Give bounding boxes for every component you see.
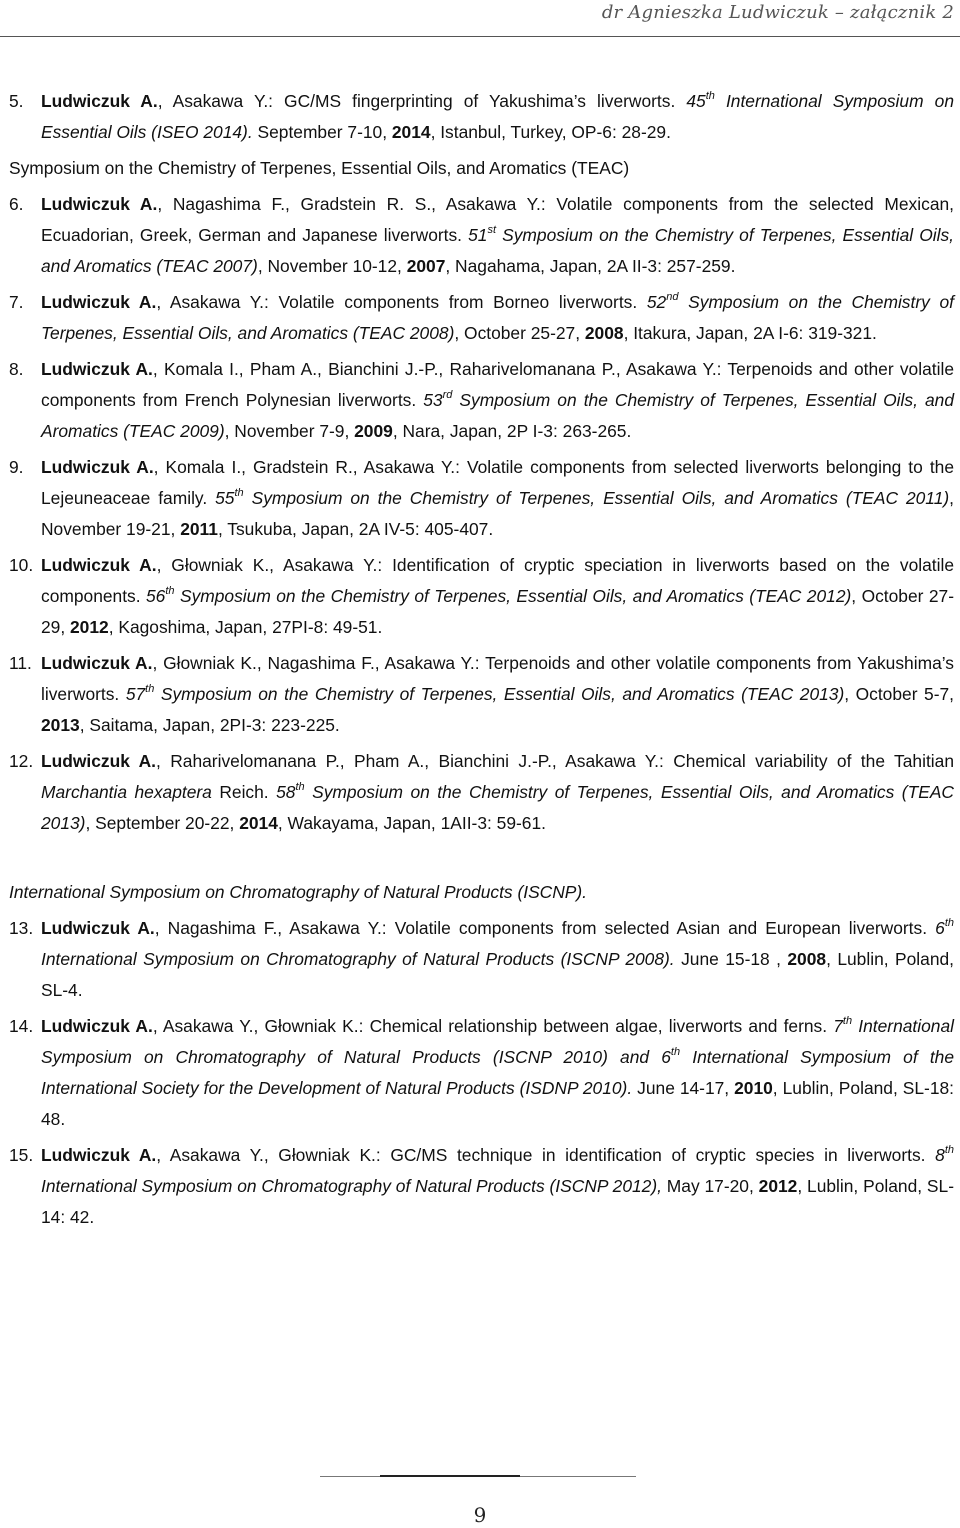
authors: , Asakawa Y., Głowniak K.: Chemical relationship between algae, liverworts and ferns. [152,1016,834,1036]
authors: , Asakawa Y., Głowniak K.: GC/MS technique in identification of cryptic species in liverworts. [156,1145,936,1165]
conference-ordinal: 45 [686,91,706,111]
conference-location: , Itakura, Japan, 2A I-6: 319-321. [623,323,877,343]
author-highlight: Ludwiczuk A. [41,292,157,312]
ordinal-suffix: th [165,585,175,597]
reference-entry [9,287,954,349]
conference-title: International Symposium on Chromatography of Natural Products (ISCNP 2008). [41,949,675,969]
authors: , Komala I., Gradstein R., Asakawa Y.: Volatile components from selected liverworts belonging to the Lejeuneaceae family. [41,457,955,508]
reference-entry [9,746,954,839]
header-divider [0,36,960,37]
reference-entry [9,86,954,148]
conference-year: 2010 [734,1078,773,1098]
author-highlight: Ludwiczuk A. [41,751,157,771]
reference-entry [9,648,954,741]
species-name: Marchantia hexaptera [41,782,212,802]
entry-number: 9. [9,457,24,477]
entry-text [41,550,954,643]
conference-year: 2012 [70,617,109,637]
author-highlight: Ludwiczuk A. [41,1016,153,1036]
authors: , Nagashima F., Asakawa Y.: Volatile components from selected Asian and European liverworts. [154,918,936,938]
author-highlight: Ludwiczuk A. [41,91,158,111]
conference-year: 2007 [406,256,446,276]
author-highlight: Ludwiczuk A. [41,555,157,575]
entry-number: 7. [9,292,24,312]
author-highlight: Ludwiczuk A. [41,359,153,379]
conference-title: Symposium on the Chemistry of Terpenes, Essential Oils, and Aromatics (TEAC 2012) [174,586,852,606]
conference-date: , October 5-7, [844,684,954,704]
entry-text [41,913,954,1006]
conference-date: , September 20-22, [85,813,240,833]
conference-ordinal: 55 [215,488,235,508]
entry-text [41,287,954,349]
conference-ordinal: 58 [276,782,296,802]
conference-year: 2008 [584,323,624,343]
entry-number: 11. [9,653,32,673]
ordinal-suffix: th [234,487,244,499]
conference-date: , November 19-21, [41,488,954,539]
authors: , Nagashima F., Gradstein R. S., Asakawa Y.: Volatile components from the selected Mexican, Ecuadorian, Greek, German and Japanese liverworts. [41,194,954,245]
conference-date: , November 10-12, [257,256,407,276]
reference-entry [9,452,954,545]
reference-entry [9,550,954,643]
conference-ordinal: 56 [146,586,166,606]
entry-number: 13. [9,918,34,938]
ordinal-suffix-2: th [670,1046,681,1058]
entry-text [41,189,954,282]
authors: , Asakawa Y.: GC/MS fingerprinting of Yakushima’s liverworts. [157,91,687,111]
conference-date: May 17-20, [661,1176,759,1196]
ordinal-suffix: nd [666,291,679,303]
conference-date: June 14-17, [632,1078,735,1098]
page-header: dr Agnieszka Ludwiczuk – załącznik 2 [601,2,954,23]
author-highlight: Ludwiczuk A. [41,457,154,477]
ordinal-suffix: th [295,781,305,793]
conference-ordinal: 51 [468,225,488,245]
conference-year: 2011 [180,519,218,539]
conference-title: Symposium on the Chemistry of Terpenes, Essential Oils, and Aromatics (TEAC 2013) [41,782,954,833]
species-authority: Reich. [211,782,277,802]
reference-entry [9,189,954,282]
reference-entry [9,913,954,1006]
ordinal-suffix: rd [442,389,453,401]
conference-ordinal: 6 [935,918,945,938]
conference-year: 2009 [354,421,393,441]
conference-title: International Symposium on Chromatography of Natural Products (ISCNP 2010) and 6 [41,1016,954,1067]
authors: , Raharivelomanana P., Pham A., Bianchini J.-P., Asakawa Y.: Chemical variability of the Tahitian [156,751,954,771]
conference-title: Symposium on the Chemistry of Terpenes, Essential Oils, and Aromatics (TEAC 2011) [243,488,950,508]
authors: , Głowniak K., Asakawa Y.: Identification of cryptic speciation in liverworts based on the volatile components. [41,555,955,606]
conference-location: , Kagoshima, Japan, 27PI-8: 49-51. [108,617,383,637]
conference-ordinal: 52 [646,292,667,312]
conference-title: Symposium on the Chemistry of Terpenes, Essential Oils, and Aromatics (TEAC 2009) [41,390,954,441]
conference-title: Symposium on the Chemistry of Terpenes, Essential Oils, and Aromatics (TEAC 2008) [41,292,955,343]
reference-entry [9,1140,954,1233]
entries-list-iscnp [9,913,954,1233]
conference-title: Symposium on the Chemistry of Terpenes, Essential Oils, and Aromatics (TEAC 2013) [154,684,845,704]
entry-number: 8. [9,359,24,379]
entry-number: 6. [9,194,24,214]
author-highlight: Ludwiczuk A. [41,918,155,938]
conference-location: , Lublin, Poland, SL-14: 42. [41,1176,954,1227]
section-heading-iscnp: International Symposium on Chromatography of Natural Products (ISCNP). [9,882,588,902]
conference-title: International Symposium on Essential Oils (ISEO 2014). [41,91,954,142]
page-number: 9 [473,1503,487,1527]
entry-text [41,1140,954,1233]
author-highlight: Ludwiczuk A. [41,653,153,673]
entries-list-teac [9,189,954,839]
conference-location: , Saitama, Japan, 2PI-3: 223-225. [79,715,340,735]
ordinal-suffix: th [944,917,954,929]
conference-date: , November 7-9, [224,421,355,441]
conference-title: Symposium on the Chemistry of Terpenes, Essential Oils, and Aromatics (TEAC 2007) [41,225,954,276]
author-highlight: Ludwiczuk A. [41,1145,157,1165]
conference-date: , October 25-27, [454,323,585,343]
conference-year: 2014 [239,813,278,833]
conference-title-2: International Symposium of the International Society for the Development of Natural Products (ISDNP 2010). [41,1047,954,1098]
conference-ordinal: 57 [125,684,146,704]
reference-entry [9,1011,954,1135]
entry-number: 14. [9,1016,34,1036]
conference-year: 2014 [391,122,431,142]
conference-location: , Wakayama, Japan, 1AII-3: 59-61. [277,813,546,833]
ordinal-suffix: th [705,90,715,102]
conference-title: International Symposium on Chromatography of Natural Products (ISCNP 2012), [41,1176,662,1196]
entry-text [41,1011,954,1135]
entry-text [41,354,954,447]
ordinal-suffix: th [842,1015,853,1027]
authors: , Komala I., Pham A., Bianchini J.-P., Raharivelomanana P., Asakawa Y.: Terpenoids and other volatile components from French Polynesian liverworts. [41,359,954,410]
entry-number: 10. [9,555,34,575]
conference-location: , Lublin, Poland, SL-4. [41,949,954,1000]
entry-number: 12. [9,751,34,771]
conference-location: , Istanbul, Turkey, OP-6: 28-29. [430,122,671,142]
conference-ordinal: 8 [935,1145,945,1165]
ordinal-suffix: th [145,683,155,695]
author-highlight: Ludwiczuk A. [41,194,158,214]
entry-text [41,746,954,839]
entry-text [41,86,954,148]
conference-location: , Nara, Japan, 2P I-3: 263-265. [392,421,632,441]
entries-list-a [9,86,954,148]
entry-number: 15. [9,1145,34,1165]
conference-date: June 15-18 , [674,949,788,969]
ordinal-suffix: st [487,224,497,236]
conference-year: 2012 [758,1176,798,1196]
conference-location: , Nagahama, Japan, 2A II-3: 257-259. [445,256,736,276]
conference-year: 2013 [41,715,80,735]
entry-text [41,648,954,741]
conference-ordinal: 53 [423,390,443,410]
conference-location: , Tsukuba, Japan, 2A IV-5: 405-407. [217,519,494,539]
footer-divider-accent [380,1475,520,1477]
authors: , Głowniak K., Nagashima F., Asakawa Y.: Terpenoids and other volatile components from Yakushima’s liverworts. [41,653,954,704]
ordinal-suffix: th [944,1144,954,1156]
authors: , Asakawa Y.: Volatile components from Borneo liverworts. [156,292,647,312]
document-body [9,86,954,1238]
conference-ordinal: 7 [833,1016,843,1036]
section-heading-teac: Symposium on the Chemistry of Terpenes, Essential Oils, and Aromatics (TEAC) [9,158,630,178]
conference-year: 2008 [787,949,827,969]
conference-location: , Lublin, Poland, SL-18: 48. [41,1078,954,1129]
reference-entry [9,354,954,447]
conference-date: , October 27-29, [41,586,954,637]
entry-number: 5. [9,91,24,111]
entry-text [41,452,954,545]
conference-date: September 7-10, [252,122,392,142]
